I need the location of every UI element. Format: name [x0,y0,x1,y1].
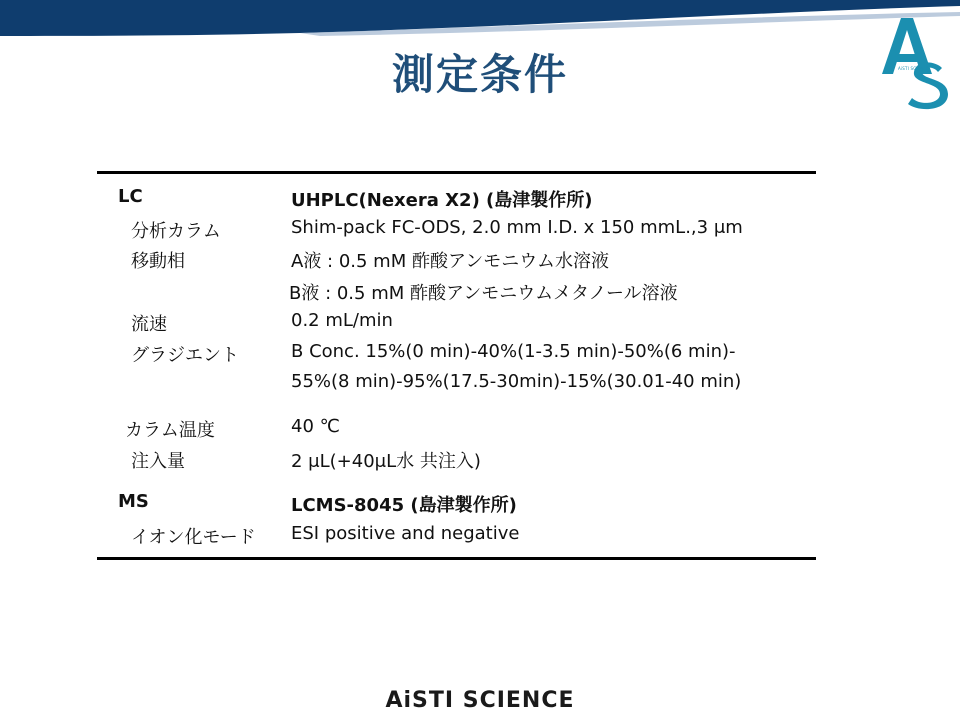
row-value-mobile-phase-a: A液 : 0.5 mM 酢酸アンモニウム水溶液 [291,251,610,272]
row-label-mobile-phase: 移動相 [131,251,185,272]
row-label-ms: MS [118,491,149,512]
table-row [0,371,960,401]
row-label-lc: LC [118,186,143,207]
row-label-column: 分析カラム [131,221,221,242]
table-row [0,416,960,446]
table-row [0,279,960,309]
row-value-ionization: ESI positive and negative [291,523,520,544]
row-label-ionization: イオン化モード [131,527,256,548]
footer-logo: AiSTI SCIENCE [385,688,575,713]
logo-small-text: AiSTI SCIENCE [898,66,930,71]
row-label-injection-volume: 注入量 [131,451,185,472]
row-value-column: Shim-pack FC-ODS, 2.0 mm I.D. x 150 mmL.,3 μm [291,217,743,238]
table-row [0,447,960,477]
table-top-rule [97,171,816,174]
table-row [0,217,960,247]
row-label-column-temp: カラム温度 [125,420,215,441]
table-row [0,491,960,521]
row-value-gradient-2: 55%(8 min)-95%(17.5-30min)-15%(30.01-40 min) [291,371,742,392]
row-label-gradient: グラジエント [131,345,239,366]
table-row [0,186,960,216]
table-bottom-rule [97,557,816,560]
row-value-injection-volume: 2 μL(+40μL水 共注入) [291,451,481,472]
row-value-lc: UHPLC(Nexera X2) (島津製作所) [291,190,593,211]
row-value-mobile-phase-b: B液 : 0.5 mM 酢酸アンモニウムメタノール溶液 [289,283,678,304]
row-value-flow-rate: 0.2 mL/min [291,310,393,331]
table-row [0,341,960,371]
table-row [0,247,960,277]
page-title: 測定条件 [391,50,568,99]
row-value-ms: LCMS-8045 (島津製作所) [291,495,517,516]
table-row [0,523,960,553]
row-value-column-temp: 40 ℃ [291,416,340,437]
row-value-gradient-1: B Conc. 15%(0 min)-40%(1-3.5 min)-50%(6 min)- [291,341,736,362]
row-label-flow-rate: 流速 [131,314,167,335]
table-row [0,310,960,340]
